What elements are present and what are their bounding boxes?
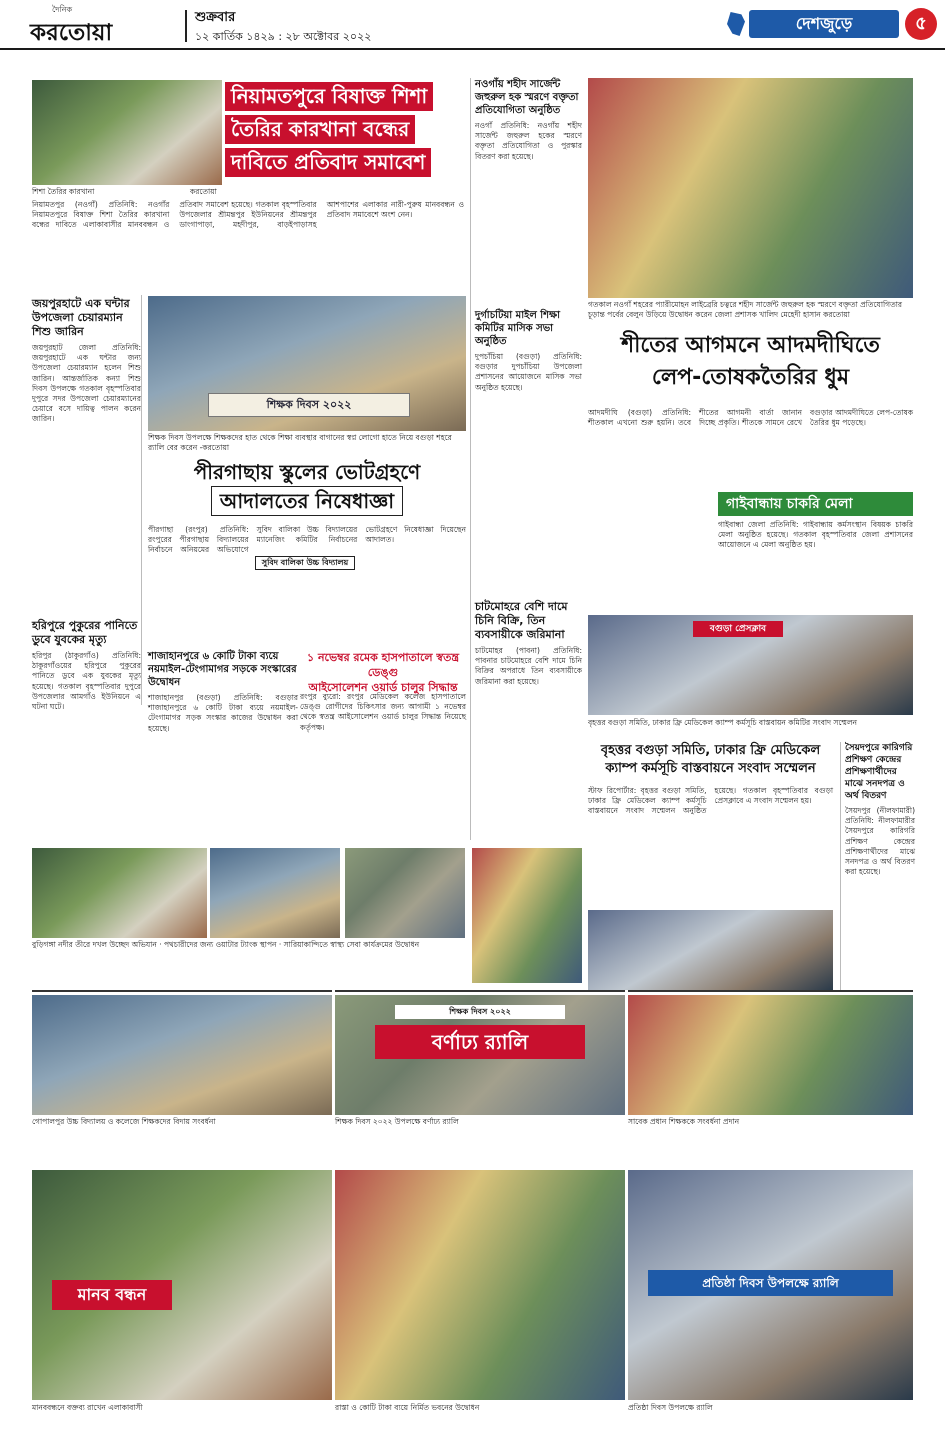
left-column: [32, 295, 142, 712]
row2-banner-top: শিক্ষক দিবস ২০২২: [395, 1005, 565, 1019]
naogaon-speech-body: নওগাঁ প্রতিনিধি: নওগাঁয় শহীদ সার্জেন্ট জহুরুল হকের স্মরণে বক্তৃতা প্রতিযোগিতা ও পুরস্কার বিতরণ করা হয়েছে।: [475, 121, 582, 161]
day-name: শুক্রবার: [195, 10, 236, 25]
dengue-headline-line1: ১ নভেম্বর রমেক হাসপাতালে স্বতন্ত্র ডেঙ্গু: [307, 651, 459, 679]
row3-right: [628, 1170, 913, 1440]
bogura-press-caption: বৃহত্তর বগুড়া সমিতি, ঢাকার ফ্রি মেডিকেল ক্যাম্প কর্মসূচি বাস্তবায়ন কমিটির সংবাদ সম্মেলন: [588, 718, 858, 727]
adamdighi-headline-line1: শীতের আগমনে আদমদীঘিতে: [621, 333, 880, 358]
row2-caption-3: সাবেক প্রধান শিক্ষককে সংবর্ধনা প্রদান: [628, 1117, 740, 1126]
row2-middle: [335, 990, 625, 1155]
pirgachha-body-text: পীরগাছা (রংপুর) প্রতিনিধি: রংপুরের পীরগাছায় বিদ্যালয়ের নির্বাচনে অনিয়মের অভিযোগে সুবিদ বালিকা উচ্চ বিদ্যালয়ের ম্যানেজিং কমিটির নির্বাচনের ভোটগ্রহণে নিষেধাজ্ঞা দিয়েছেন আদালত।: [148, 525, 466, 555]
teachers-day-banner: শিক্ষক দিবস ২০২২: [208, 393, 410, 417]
haripur-headline: হরিপুরে পুকুরের পানিতে ডুবে যুবকের মৃত্যু: [32, 619, 138, 646]
joypurhat-headline: জয়পুরহাটে এক ঘন্টার উপজেলা চেয়ারম্যান শিশু জারিন: [32, 297, 130, 338]
row3-banner-right: প্রতিষ্ঠা দিবস উপলক্ষে র‍্যালি: [648, 1270, 893, 1296]
niamatpur-headline-line3: দাবিতে প্রতিবাদ সমাবেশ: [225, 148, 431, 177]
shajahanpur-body: শাজাহানপুর (বগুড়া) প্রতিনিধি: বগুড়ার শাজাহানপুরে ৬ কোটি টাকা ব্যয়ে নয়মাইল-টেংগামাগর সড়ক সংস্কার কাজের উদ্বোধন করা হয়েছে।: [148, 693, 298, 733]
row1-photo-5: [588, 910, 833, 990]
row2-photo-3: [628, 995, 913, 1115]
niamatpur-headline-line1: নিয়ামতপুরে বিষাক্ত শিশা: [225, 82, 433, 111]
row1-caption-3: সারিয়াকান্দিতে স্বাস্থ্য সেবা কার্যক্রমের উদ্বোধন: [283, 940, 420, 949]
saidpur-story: [840, 742, 915, 992]
bangladesh-map-icon: [727, 12, 745, 36]
row2-photo-1: [32, 995, 332, 1115]
gaibandha-headline: গাইবান্ধায় চাকরি মেলা: [718, 492, 913, 516]
teachers-day-credit: -করতোয়া: [199, 443, 230, 452]
row2-right: [628, 990, 913, 1155]
bogura-press-banner: বগুড়া প্রেসক্লাব: [693, 621, 783, 637]
row3-caption-2: রাস্তা ও কোটি টাকা ব্যয়ে নির্মিত ভবনের উদ্বোধন: [335, 1403, 480, 1412]
joypurhat-body: জয়পুরহাট জেলা প্রতিনিধি: জয়পুরহাটে এক ঘন্টার জন্য উপজেলা চেয়ারম্যান হলেন শিশু জারিন। আন্তর্জাতিক কন্যা শিশু দিবস উপলক্ষে গতকাল বৃহস্পতিবার দুপুরে সদর উপজেলা চেয়ারম্যানের চেয়ারে বসে দায়িত্ব পালন করেন জারিন।: [32, 343, 141, 424]
row2-caption-1: গোপালপুর উচ্চ বিদ্যালয় ও কলেজে শিক্ষকদের বিদায় সংবর্ধনা: [32, 1117, 216, 1126]
newspaper-logo: করতোয়া: [30, 19, 113, 46]
pirgachha-headline-line1: পীরগাছায় স্কুলের ভোটগ্রহণে: [193, 460, 421, 484]
row1-captions: বুড়িগঙ্গা নদীর তীরে দখল উচ্ছেদ অভিযান · পথচারীদের জন্য ওয়াটার ট্যাংক স্থাপন · সারিয়াকান্দিতে স্বাস্থ্য সেবা কার্যক্রমের উদ্বোধন: [32, 940, 420, 949]
row1-photo-3: [345, 848, 465, 938]
brihottor-headline-line2: ক্যাম্প কর্মসূচি বাস্তবায়নে সংবাদ সম্মেলন: [605, 761, 816, 776]
shajahanpur-headline: শাজাহানপুরে ৬ কোটি টাকা ব্যয়ে নয়মাইল-টেংগামাগর সড়কে সংস্কারের উদ্বোধন: [148, 651, 297, 688]
row1-photo-1: [32, 848, 207, 938]
naogaon-photo-credit: করতোয়া: [823, 310, 850, 319]
shajahanpur-story: [148, 650, 298, 840]
row3-left: [32, 1170, 332, 1440]
naogaon-photo-caption: [588, 300, 913, 330]
chatmohar-body: চাটমোহর (পাবনা) প্রতিনিধি: পাবনার চাটমোহরে বেশি দামে চিনি বিক্রির অপরাধে তিন ব্যবসায়ীকে জরিমানা করা হয়েছে।: [475, 646, 582, 686]
bogura-press-photo: [588, 615, 913, 715]
gaibandha-body: গাইবান্ধা জেলা প্রতিনিধি: গাইবান্ধায় কর্মসংস্থান বিষয়ক চাকরি মেলা অনুষ্ঠিত হয়েছে। গতকাল বৃহস্পতিবার জেলা প্রশাসনের আয়োজনে এ মেলা অনুষ্ঠিত হয়।: [718, 520, 913, 550]
teachers-day-caption: [148, 433, 466, 453]
section-title: দেশজুড়ে: [749, 10, 899, 38]
saidpur-body: সৈয়দপুর (নীলফামারী) প্রতিনিধি: নীলফামারীর সৈয়দপুরে কারিগরি প্রশিক্ষণ কেন্দ্রের প্রশিক্ষণার্থীদের মাঝে সনদপত্র ও অর্থ বিতরণ করা হয়েছে।: [845, 806, 915, 877]
row2-left: [32, 990, 332, 1155]
masthead: [0, 0, 945, 50]
row1-caption-2: পথচারীদের জন্য ওয়াটার ট্যাংক স্থাপন: [163, 940, 277, 949]
row1-caption-1: বুড়িগঙ্গা নদীর তীরে দখল উচ্ছেদ অভিযান: [32, 940, 157, 949]
row3-caption-1: মানববন্ধনে বক্তব্য রাখেন এলাকাবাসী: [32, 1403, 143, 1412]
brihottor-headline: [588, 742, 833, 782]
pirgachha-headline-line2: আদালতের নিষেধাজ্ঞা: [211, 486, 403, 516]
teachers-day-caption-text: শিক্ষক দিবস উপলক্ষে শিক্ষকদের হাত থেকে শিক্ষা ব্যবস্থার বাগানের স্বপ্ন লোগো হাতে নিয়ে বগুড়া শহরে র‌্যালি বের করেন: [148, 433, 452, 452]
niamatpur-body: নিয়ামতপুর (নওগাঁ) প্রতিনিধি: নওগাঁর নিয়ামতপুরে বিষাক্ত শিশা তৈরির কারখানা বন্ধের দাবিতে এলাকাবাসীর মানববন্ধন ও প্রতিবাদ সমাবেশ হয়েছে। গতকাল বৃহস্পতিবার উপজেলার শ্রীমন্তপুর ইউনিয়নের শ্রীমন্তপুর ডাংগাপাড়া, মহদীপুর, বাড়ইপাড়াসহ আশপাশের এলাকার নারী-পুরুষ মানববন্ধন ও প্রতিবাদ সমাবেশে অংশ নেন।: [32, 200, 464, 230]
niamatpur-photo-credit: করতোয়া: [190, 187, 217, 196]
pirgachha-subhead: সুবিদ বালিকা উচ্চ বিদ্যালয়: [255, 556, 355, 570]
pirgachha-body: [148, 525, 466, 645]
durnitichiti-headline: দুর্গাচটিয়া মাইল শিক্ষা কমিটির মাসিক সভা অনুষ্ঠিত: [475, 310, 561, 347]
saidpur-headline: সৈয়দপুরে কারিগরি প্রশিক্ষণ কেন্দ্রের প্রশিক্ষণার্থীদের মাঝে সনদপত্র ও অর্থ বিতরণ: [845, 743, 913, 801]
naogaon-photo-caption-text: গতকাল নওগাঁ শহরের প্যারীমোহন লাইব্রেরি চত্বরে শহীদ সার্জেন্ট জহুরুল হক স্মরণে বক্তৃতা প্রতিযোগিতার চূড়ান্ত পর্বের বেলুন উড়িয়ে উদ্বোধন করেন জেলা প্রশাসক খালিদ মেহেদী হাসান: [588, 300, 903, 319]
row3-photo-2: [335, 1170, 625, 1400]
niamatpur-headline: [225, 78, 465, 190]
teachers-day-photo: [148, 296, 466, 431]
pirgachha-headline: [148, 458, 466, 520]
dengue-headline-line2: আইসোলেশন ওয়ার্ড চালুর সিদ্ধান্ত: [308, 681, 458, 694]
row2-photo-2: [335, 995, 625, 1115]
adamdighi-body: আদমদীঘি (বগুড়া) প্রতিনিধি: শীতকাল এখনো শুরু হয়নি। তবে শীতের আগমনী বার্তা জানান দিচ্ছে প্রকৃতি। শীতকে সামনে রেখে বগুড়ার আদমদীঘিতে লেপ-তোষক তৈরির ধুম পড়েছে।: [588, 408, 913, 428]
date-line: ১২ কার্তিক ১৪২৯ : ২৮ অক্টোবর ২০২২: [195, 30, 372, 43]
dengue-body: রংপুর ব্যুরো: রংপুর মেডিকেল কলেজ হাসপাতালে ডেঙ্গু রোগীদের চিকিৎসার জন্য আগামী ১ নভেম্বর থেকে স্বতন্ত্র আইসোলেশন ওয়ার্ড চালুর সিদ্ধান্ত নিয়েছে কর্তৃপক্ষ।: [300, 692, 466, 732]
haripur-body: হরিপুর (ঠাকুরগাঁও) প্রতিনিধি: ঠাকুরগাঁওয়ের হরিপুরে পুকুরের পানিতে ডুবে এক যুবকের মৃত্যু হয়েছে। গতকাল বৃহস্পতিবার দুপুরে উপজেলার আমগাঁও ইউনিয়নে এ ঘটনা ঘটে।: [32, 651, 141, 712]
niamatpur-headline-line2: তৈরির কারখানা বন্ধের: [225, 115, 415, 144]
niamatpur-photo-caption: শিশা তৈরির কারখানা: [32, 187, 95, 196]
adamdighi-headline-line2: লেপ-তোষকতৈরির ধুম: [651, 365, 850, 390]
row3-photo-3: [628, 1170, 913, 1400]
masthead-divider: [185, 10, 187, 42]
brihottor-headline-line1: বৃহত্তর বগুড়া সমিতি, ঢাকার ফ্রি মেডিকেল: [600, 743, 821, 758]
row3-banner-left: মানব বন্ধন: [52, 1280, 172, 1310]
row2-caption-2: শিক্ষক দিবস ২০২২ উপলক্ষে বর্ণাঢ্য র‍্যালি: [335, 1117, 459, 1126]
row3-caption-3: প্রতিষ্ঠা দিবস উপলক্ষে র‍্যালি: [628, 1403, 713, 1412]
logo-daily-label: দৈনিক: [52, 5, 73, 14]
durnitichiti-body: দুপচাঁচিয়া (বগুড়া) প্রতিনিধি: বগুড়ার দুপচাঁচিয়া উপজেলা প্রশাসনের আয়োজনে মাসিক সভা অনুষ্ঠিত হয়েছে।: [475, 352, 582, 392]
middle-column: [470, 78, 582, 840]
row3-photo-1: [32, 1170, 332, 1400]
brihottor-body: স্টাফ রিপোর্টার: বৃহত্তর বগুড়া সমিতি, ঢাকার ফ্রি মেডিকেল ক্যাম্প কর্মসূচি বাস্তবায়নে সংবাদ সম্মেলন অনুষ্ঠিত হয়েছে। গতকাল বৃহস্পতিবার বগুড়া প্রেসক্লাবে এ সংবাদ সম্মেলন হয়।: [588, 786, 833, 816]
naogaon-balloon-photo: [588, 78, 913, 298]
dengue-headline: [300, 650, 466, 694]
row3-middle: [335, 1170, 625, 1440]
row1-photo-4: [472, 848, 582, 983]
chatmohar-headline: চাটমোহরে বেশি দামে চিনি বিক্রি, তিন ব্যবসায়ীকে জরিমানা: [475, 600, 568, 641]
row2-banner: বর্ণাঢ্য র‍্যালি: [375, 1025, 585, 1059]
page-number: ৫: [905, 8, 937, 40]
niamatpur-photo: [32, 80, 222, 185]
row1-photo-2: [210, 848, 340, 938]
adamdighi-headline: [588, 330, 913, 402]
naogaon-speech-headline: নওগাঁয় শহীদ সার্জেন্ট জহুরুল হক স্মরণে বক্তৃতা প্রতিযোগিতা অনুষ্ঠিত: [475, 79, 579, 116]
